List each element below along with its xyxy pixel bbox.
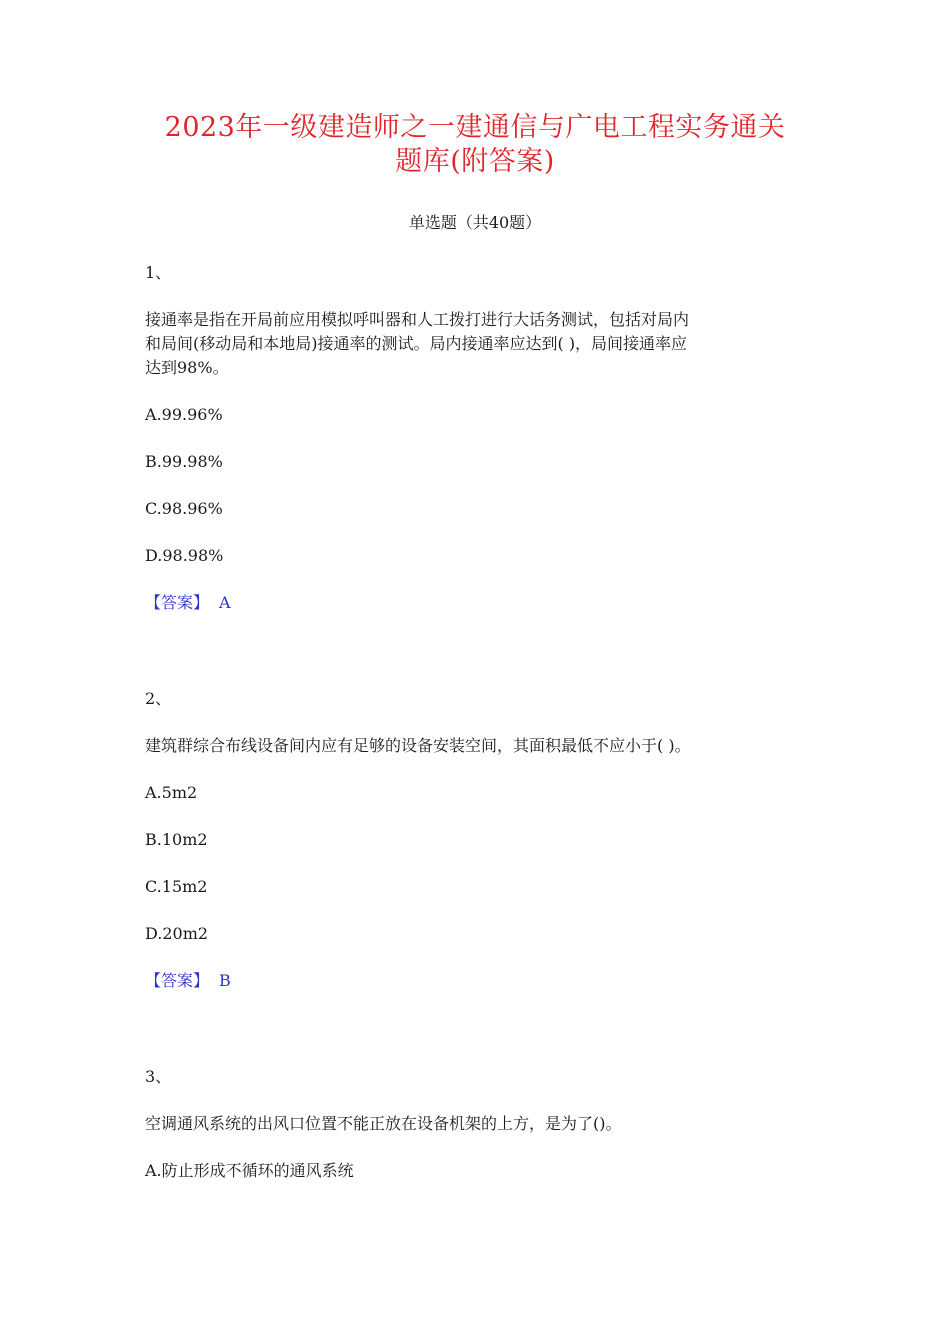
question-1-option-d: D.98.98%	[145, 546, 224, 565]
question-1-stem-line-2: 和局间(移动局和本地局)接通率的测试。局内接通率应达到( )，局间接通率应	[145, 334, 688, 353]
question-2-stem-line-1: 建筑群综合布线设备间内应有足够的设备安装空间，其面积最低不应小于( )。	[145, 736, 691, 755]
document-title-line-1: 2023年一级建造师之一建通信与广电工程实务通关	[164, 112, 786, 143]
document-title-line-2: 题库(附答案)	[395, 146, 555, 177]
question-1-option-a: A.99.96%	[145, 405, 223, 424]
question-1-option-b: B.99.98%	[145, 452, 223, 471]
question-3-number: 3、	[145, 1067, 172, 1086]
question-1-stem-line-3: 达到98%。	[145, 358, 229, 377]
question-1-answer-label: 【答案】	[145, 593, 210, 612]
question-3-option-a: A.防止形成不循环的通风系统	[145, 1161, 354, 1180]
question-2-option-d: D.20m2	[145, 924, 209, 943]
question-2-number: 2、	[145, 689, 172, 708]
question-2-answer	[145, 970, 231, 992]
question-2-option-c: C.15m2	[145, 877, 208, 896]
question-2-option-b: B.10m2	[145, 830, 208, 849]
question-1-answer	[145, 592, 231, 614]
question-2-answer-value: B	[219, 971, 231, 990]
question-1-answer-value: A	[219, 593, 231, 612]
question-1-option-c: C.98.96%	[145, 499, 223, 518]
question-1-number: 1、	[145, 263, 172, 282]
section-heading: 单选题（共40题）	[408, 213, 542, 232]
question-3-stem-line-1: 空调通风系统的出风口位置不能正放在设备机架的上方，是为了()。	[145, 1114, 622, 1133]
question-1-stem-line-1: 接通率是指在开局前应用模拟呼叫器和人工拨打进行大话务测试，包括对局内	[145, 310, 690, 329]
question-2-answer-label: 【答案】	[145, 971, 210, 990]
question-2-option-a: A.5m2	[145, 783, 198, 802]
